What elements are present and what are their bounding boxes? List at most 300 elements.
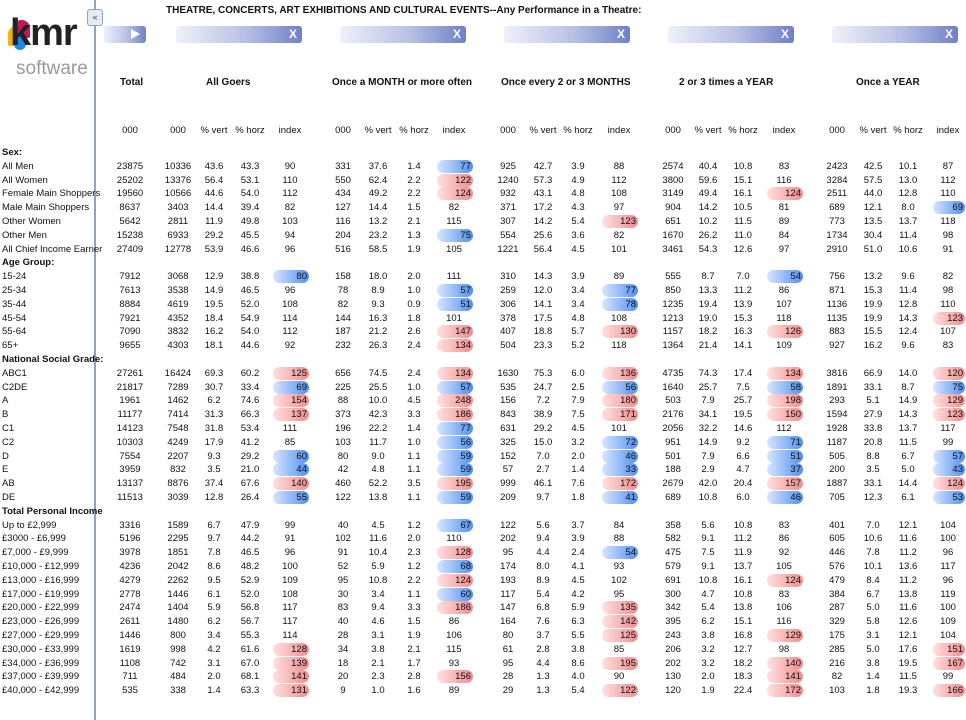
table-cell: 22.2	[368, 423, 388, 434]
table-cell: 14.9	[698, 437, 718, 448]
table-cell: 9.3	[207, 451, 221, 462]
row-label: DE	[2, 492, 16, 503]
table-cell: 8637	[119, 202, 141, 213]
row-label: C2	[2, 437, 15, 448]
column-subheader: 000	[665, 125, 681, 136]
table-cell: 550	[335, 175, 351, 186]
table-cell: 187	[335, 326, 351, 337]
table-cell: 27409	[116, 244, 144, 255]
table-cell: 20.8	[863, 437, 883, 448]
index-cell: 99	[284, 520, 296, 531]
table-cell: 27261	[116, 368, 144, 379]
table-cell: 61	[502, 644, 514, 655]
index-cell: 248	[437, 394, 473, 407]
table-cell: 2.1	[407, 216, 421, 227]
column-bar-once-year[interactable]	[832, 26, 958, 43]
table-cell: 12.3	[863, 492, 883, 503]
row-label: 45-54	[2, 313, 27, 324]
index-cell: 85	[284, 437, 296, 448]
table-cell: 1594	[826, 409, 848, 420]
table-cell: 4236	[119, 561, 141, 572]
table-cell: 204	[335, 230, 351, 241]
table-cell: 6.0	[571, 368, 585, 379]
table-cell: 40.4	[698, 161, 718, 172]
table-cell: 41.2	[240, 437, 260, 448]
row-label: Other Women	[2, 216, 61, 227]
row-label: AB	[2, 478, 15, 489]
index-cell: 141	[273, 670, 309, 683]
table-cell: 30.4	[863, 230, 883, 241]
table-cell: 582	[665, 533, 681, 544]
table-cell: 44.6	[240, 340, 260, 351]
table-cell: 1221	[497, 244, 519, 255]
table-cell: 46.6	[240, 244, 260, 255]
table-cell: 11.6	[369, 533, 387, 544]
table-cell: 2679	[662, 478, 684, 489]
table-cell: 56.7	[240, 616, 260, 627]
table-cell: 3284	[826, 175, 848, 186]
index-cell: 147	[437, 325, 473, 338]
table-cell: 95	[337, 575, 349, 586]
close-icon[interactable]: X	[616, 27, 625, 41]
row-label: Other Men	[2, 230, 47, 241]
table-cell: 2423	[826, 161, 848, 172]
index-cell: 106	[776, 602, 792, 613]
table-cell: 4.5	[571, 244, 585, 255]
index-cell: 87	[942, 161, 954, 172]
index-cell: 51	[767, 450, 803, 463]
close-icon[interactable]: X	[780, 27, 789, 41]
column-subheader: index	[936, 125, 960, 136]
column-bar-once-2-3-months[interactable]	[504, 26, 630, 43]
table-cell: 1630	[497, 368, 519, 379]
table-cell: 25.5	[368, 382, 388, 393]
table-cell: 16.3	[368, 313, 388, 324]
index-cell: 108	[611, 188, 627, 199]
table-cell: 5.1	[866, 395, 880, 406]
table-cell: 11.7	[369, 437, 387, 448]
table-cell: 832	[170, 464, 186, 475]
table-cell: 13.8	[733, 602, 753, 613]
index-cell: 67	[437, 519, 473, 532]
column-scroll-bar-total[interactable]	[104, 26, 146, 43]
table-cell: 80	[337, 451, 349, 462]
table-cell: 14.0	[898, 368, 918, 379]
index-cell: 110	[940, 299, 956, 310]
table-cell: 1187	[826, 437, 848, 448]
table-cell: 1235	[662, 299, 684, 310]
table-cell: 10.6	[898, 244, 918, 255]
index-cell: 100	[282, 561, 298, 572]
column-subheader: index	[442, 125, 466, 136]
table-cell: 1.2	[407, 520, 421, 531]
table-cell: 30	[337, 589, 349, 600]
table-cell: 4.2	[571, 589, 585, 600]
table-cell: 25.6	[533, 230, 553, 241]
index-cell: 122	[602, 684, 638, 697]
table-cell: 1462	[167, 395, 189, 406]
table-cell: 26.4	[240, 492, 260, 503]
row-label: A	[2, 395, 9, 406]
table-cell: 11177	[117, 409, 143, 420]
row-label: C1	[2, 423, 15, 434]
table-cell: 8.7	[901, 382, 915, 393]
table-cell: 2.2	[407, 175, 421, 186]
table-cell: 9.7	[207, 533, 221, 544]
table-cell: 1589	[167, 520, 189, 531]
table-cell: 773	[829, 216, 845, 227]
table-cell: 11.5	[734, 216, 752, 227]
table-cell: 1961	[119, 395, 141, 406]
table-cell: 18.8	[533, 326, 553, 337]
table-cell: 12.1	[863, 202, 883, 213]
table-cell: 579	[665, 561, 681, 572]
table-cell: 188	[665, 464, 681, 475]
table-cell: 4303	[167, 340, 189, 351]
index-cell: 102	[611, 575, 627, 586]
table-cell: 300	[665, 589, 681, 600]
table-cell: 5.4	[571, 216, 585, 227]
table-cell: 52.9	[240, 575, 260, 586]
table-cell: 4.4	[536, 547, 550, 558]
table-cell: 10.1	[898, 161, 918, 172]
table-cell: 7.5	[571, 409, 585, 420]
table-cell: 13.5	[863, 216, 883, 227]
table-cell: 40	[337, 616, 349, 627]
table-cell: 19560	[116, 188, 144, 199]
table-cell: 2056	[662, 423, 684, 434]
table-cell: 4735	[662, 368, 684, 379]
table-cell: 3.9	[571, 533, 585, 544]
table-cell: 3.7	[536, 630, 550, 641]
table-cell: 67.0	[240, 658, 260, 669]
index-cell: 186	[437, 408, 473, 421]
table-cell: 55.3	[240, 630, 260, 641]
index-cell: 56	[602, 381, 638, 394]
index-cell: 57	[437, 284, 473, 297]
group-header: Once a MONTH or more often	[332, 77, 473, 88]
table-cell: 130	[665, 671, 681, 682]
table-cell: 13376	[164, 175, 192, 186]
table-cell: 9.6	[901, 340, 915, 351]
index-cell: 94	[284, 230, 296, 241]
index-cell: 88	[613, 533, 625, 544]
table-cell: 1.0	[407, 285, 421, 296]
table-cell: 17.4	[733, 368, 753, 379]
table-cell: 6.8	[536, 602, 550, 613]
index-cell: 99	[942, 437, 954, 448]
table-cell: 6.7	[901, 451, 915, 462]
table-cell: 7912	[119, 271, 141, 282]
table-cell: 7.0	[536, 451, 550, 462]
close-icon[interactable]: X	[452, 27, 461, 41]
table-cell: 103	[829, 685, 845, 696]
close-icon[interactable]: X	[288, 27, 297, 41]
table-cell: 11.2	[734, 285, 752, 296]
table-cell: 384	[829, 589, 845, 600]
index-cell: 166	[933, 684, 965, 697]
table-cell: 82	[337, 299, 349, 310]
table-cell: 12.8	[898, 299, 918, 310]
table-cell: 1.1	[407, 464, 421, 475]
table-cell: 1.3	[536, 685, 550, 696]
table-cell: 1.6	[407, 685, 421, 696]
table-cell: 12.0	[533, 285, 553, 296]
index-cell: 75	[437, 229, 473, 242]
table-cell: 1.1	[407, 451, 421, 462]
index-cell: 59	[437, 450, 473, 463]
table-cell: 5.2	[571, 340, 585, 351]
table-cell: 1364	[662, 340, 684, 351]
row-label: £37,000 - £39,999	[2, 671, 80, 682]
table-cell: 68.1	[240, 671, 260, 682]
table-cell: 27.9	[863, 409, 883, 420]
column-bar-2-3-times-year[interactable]	[668, 26, 794, 43]
index-cell: 78	[602, 298, 638, 311]
table-cell: 16.1	[733, 575, 753, 586]
table-cell: 13.7	[733, 561, 753, 572]
table-cell: 95	[502, 547, 514, 558]
index-cell: 157	[767, 477, 803, 490]
table-cell: 10.8	[733, 589, 753, 600]
table-cell: 554	[500, 230, 516, 241]
index-cell: 46	[602, 450, 638, 463]
table-cell: 13.8	[898, 589, 918, 600]
table-cell: 18.2	[698, 326, 718, 337]
table-cell: 12.9	[204, 271, 224, 282]
index-cell: 54	[602, 546, 638, 559]
table-cell: 10.6	[863, 533, 883, 544]
table-cell: 12.1	[898, 520, 918, 531]
row-label: £20,000 - £22,999	[2, 602, 80, 613]
index-cell: 96	[942, 547, 954, 558]
table-cell: 52.2	[368, 478, 388, 489]
table-cell: 5.5	[571, 630, 585, 641]
table-cell: 18.1	[204, 340, 224, 351]
table-cell: 33.4	[240, 382, 260, 393]
table-cell: 1.4	[571, 464, 585, 475]
table-cell: 3.3	[407, 602, 421, 613]
table-cell: 4.5	[571, 423, 585, 434]
table-cell: 5.4	[571, 685, 585, 696]
table-cell: 1446	[167, 589, 189, 600]
group-header: All Goers	[206, 77, 251, 88]
table-cell: 1734	[826, 230, 848, 241]
index-cell: 100	[940, 602, 956, 613]
index-cell: 89	[613, 271, 625, 282]
index-cell: 81	[778, 202, 790, 213]
index-cell: 101	[611, 423, 627, 434]
table-cell: 9.4	[371, 602, 385, 613]
table-cell: 2778	[119, 589, 141, 600]
table-cell: 2.9	[701, 464, 715, 475]
table-cell: 711	[122, 671, 138, 682]
table-cell: 2910	[826, 244, 848, 255]
table-cell: 17.5	[533, 313, 553, 324]
table-cell: 20.4	[733, 478, 753, 489]
index-cell: 41	[602, 491, 638, 504]
table-cell: 293	[829, 395, 845, 406]
index-cell: 136	[602, 367, 638, 380]
index-cell: 124	[437, 187, 473, 200]
table-cell: 2511	[826, 188, 848, 199]
table-cell: 22.4	[733, 685, 753, 696]
table-cell: 19.5	[204, 299, 224, 310]
index-cell: 44	[273, 463, 309, 476]
table-cell: 5642	[119, 216, 141, 227]
table-cell: 3.1	[866, 630, 880, 641]
table-cell: 3.8	[701, 630, 715, 641]
table-cell: 33.1	[863, 382, 883, 393]
table-cell: 3.9	[571, 161, 585, 172]
table-cell: 15.0	[533, 437, 553, 448]
table-cell: 53.4	[240, 423, 260, 434]
table-cell: 3.4	[371, 589, 385, 600]
table-cell: 7.2	[536, 395, 550, 406]
table-cell: 58.5	[368, 244, 388, 255]
index-cell: 105	[776, 561, 792, 572]
column-subheader: % vert	[859, 125, 887, 136]
table-cell: 34	[337, 644, 349, 655]
table-cell: 74.3	[698, 368, 718, 379]
index-cell: 109	[940, 616, 956, 627]
index-cell: 101	[611, 244, 627, 255]
table-cell: 3.8	[371, 644, 385, 655]
table-cell: 998	[170, 644, 186, 655]
index-cell: 58	[767, 381, 803, 394]
table-cell: 505	[829, 451, 845, 462]
table-cell: 29.2	[533, 423, 553, 434]
index-cell: 60	[273, 450, 309, 463]
table-cell: 11.5	[899, 437, 917, 448]
table-cell: 3.4	[571, 285, 585, 296]
table-cell: 29.2	[240, 451, 260, 462]
table-cell: 2.0	[701, 671, 715, 682]
table-cell: 1.5	[407, 202, 421, 213]
column-subheader: % horz	[563, 125, 593, 136]
table-cell: 3.9	[571, 271, 585, 282]
table-cell: 9.6	[901, 271, 915, 282]
table-cell: 25202	[116, 175, 144, 186]
table-cell: 9.1	[701, 561, 715, 572]
table-cell: 9.0	[371, 451, 385, 462]
table-cell: 358	[665, 520, 681, 531]
row-label: £13,000 - £16,999	[2, 575, 80, 586]
table-cell: 43.3	[240, 161, 260, 172]
table-cell: 4.5	[371, 520, 385, 531]
table-cell: 13.7	[898, 216, 918, 227]
table-cell: 26.3	[368, 340, 388, 351]
table-cell: 4.7	[736, 464, 750, 475]
table-cell: 8.0	[536, 561, 550, 572]
table-cell: 25.7	[698, 382, 718, 393]
index-cell: 98	[942, 230, 954, 241]
column-bar-once-month[interactable]	[340, 26, 466, 43]
table-cell: 3.5	[407, 478, 421, 489]
table-cell: 14.3	[533, 271, 553, 282]
index-cell: 57	[933, 450, 965, 463]
table-cell: 1213	[662, 313, 684, 324]
table-cell: 53.1	[240, 175, 260, 186]
table-cell: 287	[829, 602, 845, 613]
table-cell: 127	[335, 202, 351, 213]
index-cell: 123	[933, 312, 965, 325]
table-cell: 10.8	[698, 492, 718, 503]
close-icon[interactable]: X	[944, 27, 953, 41]
index-cell: 84	[613, 520, 625, 531]
table-cell: 13.2	[368, 216, 388, 227]
table-cell: 373	[335, 409, 351, 420]
row-label: ABC1	[2, 368, 27, 379]
index-cell: 115	[446, 644, 462, 655]
column-subheader: % horz	[235, 125, 265, 136]
table-cell: 225	[335, 382, 351, 393]
table-cell: 1136	[826, 299, 848, 310]
table-cell: 193	[500, 575, 516, 586]
table-cell: 378	[500, 313, 516, 324]
index-cell: 71	[767, 436, 803, 449]
table-cell: 3959	[119, 464, 141, 475]
table-cell: 28	[337, 630, 349, 641]
row-label: £3000 - £6,999	[2, 533, 66, 544]
column-subheader: index	[772, 125, 796, 136]
table-cell: 15238	[116, 230, 144, 241]
table-cell: 401	[829, 520, 845, 531]
table-cell: 1.4	[866, 671, 880, 682]
table-cell: 232	[335, 340, 351, 351]
table-cell: 15.3	[863, 285, 883, 296]
table-cell: 54.3	[698, 244, 718, 255]
row-label: E	[2, 464, 9, 475]
column-bar-all-goers[interactable]	[176, 26, 302, 43]
table-cell: 12.4	[898, 326, 918, 337]
table-cell: 631	[500, 423, 516, 434]
table-cell: 14.1	[533, 299, 553, 310]
table-cell: 69.3	[204, 368, 224, 379]
table-cell: 16.3	[733, 326, 753, 337]
table-cell: 9	[340, 685, 346, 696]
table-cell: 51.0	[863, 244, 883, 255]
table-cell: 103	[335, 437, 351, 448]
table-cell: 12.1	[898, 630, 918, 641]
index-cell: 96	[284, 244, 296, 255]
table-cell: 21.4	[698, 340, 718, 351]
table-cell: 338	[170, 685, 186, 696]
table-cell: 7.8	[207, 547, 221, 558]
table-cell: 78	[337, 285, 349, 296]
index-cell: 59	[437, 491, 473, 504]
index-cell: 54	[767, 270, 803, 283]
index-cell: 96	[284, 547, 296, 558]
table-cell: 434	[335, 188, 351, 199]
table-cell: 13.0	[898, 175, 918, 186]
table-cell: 2.1	[371, 658, 385, 669]
table-cell: 24.7	[533, 382, 553, 393]
table-cell: 6.2	[207, 616, 221, 627]
row-label: 55-64	[2, 326, 27, 337]
table-cell: 174	[500, 561, 516, 572]
table-cell: 63.3	[240, 685, 260, 696]
table-cell: 12778	[164, 244, 192, 255]
table-cell: 74.6	[240, 395, 260, 406]
table-cell: 95	[502, 658, 514, 669]
table-cell: 9655	[119, 340, 141, 351]
row-label: £17,000 - £19,999	[2, 589, 80, 600]
double-chevron-icon[interactable]: «	[87, 9, 103, 26]
table-cell: 2811	[167, 216, 189, 227]
table-cell: 18	[337, 658, 349, 669]
table-cell: 42.5	[863, 161, 883, 172]
